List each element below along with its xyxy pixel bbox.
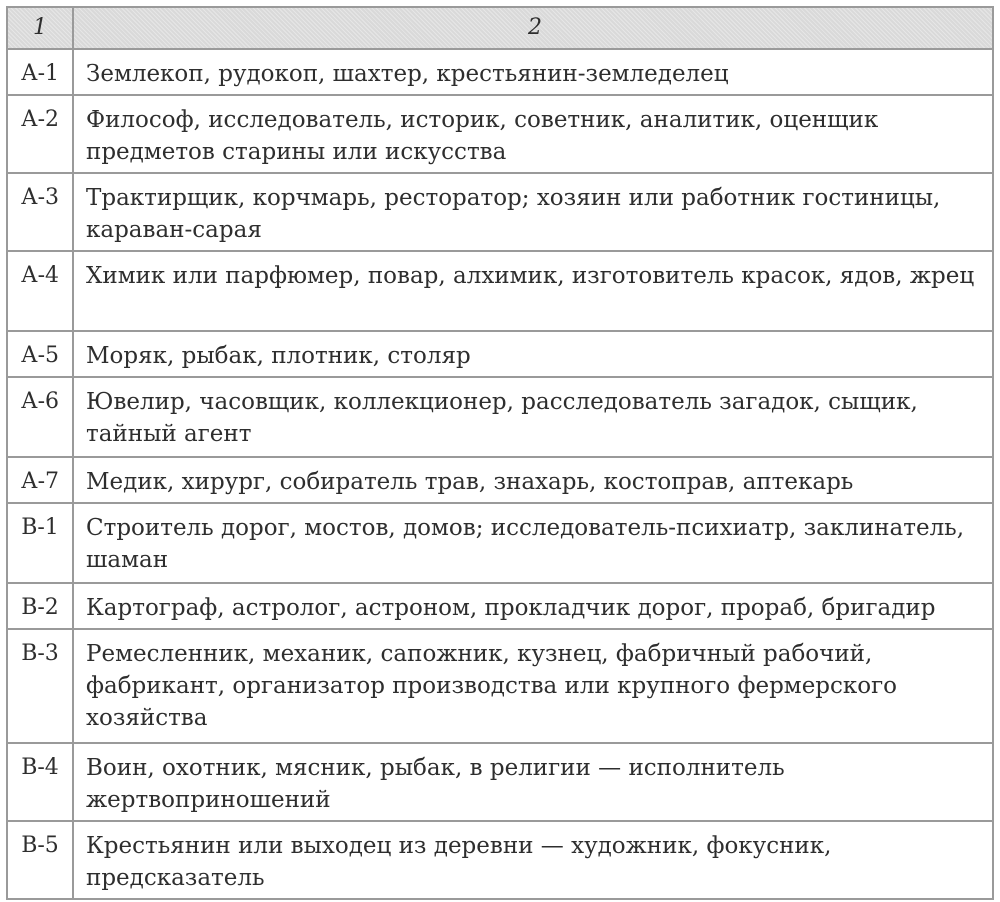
table-row xyxy=(8,252,992,332)
table-row xyxy=(8,504,992,584)
row-code: А-4 xyxy=(8,252,74,330)
header-col-1: 1 xyxy=(8,8,74,48)
table-row xyxy=(8,96,992,174)
row-code: В-3 xyxy=(8,630,74,742)
row-text: Землекоп, рудокоп, шахтер, крестьянин-земледелец xyxy=(86,61,729,87)
row-code: А-7 xyxy=(8,458,74,502)
row-code: В-4 xyxy=(8,744,74,820)
row-text: Моряк, рыбак, плотник, столяр xyxy=(86,343,471,369)
row-code: А-5 xyxy=(8,332,74,376)
row-text: Ремесленник, механик, сапожник, кузнец, фабричный рабочий, фабрикант, организатор производства или крупного фермерского хозяйства xyxy=(86,641,898,731)
table-row xyxy=(8,630,992,744)
row-text: Медик, хирург, собиратель трав, знахарь, костоправ, аптекарь xyxy=(86,469,854,495)
row-text: Ювелир, часовщик, коллекционер, расследователь загадок, сыщик, тайный агент xyxy=(86,389,918,447)
table-row xyxy=(8,332,992,378)
row-text: Крестьянин или выходец из деревни — художник, фокусник, предсказатель xyxy=(86,833,832,891)
row-code: В-1 xyxy=(8,504,74,582)
row-code: А-6 xyxy=(8,378,74,456)
table-header-row xyxy=(8,8,992,50)
table-row xyxy=(8,822,992,900)
row-text: Химик или парфюмер, повар, алхимик, изготовитель красок, ядов, жрец xyxy=(86,263,975,289)
professions-table xyxy=(6,6,994,900)
row-code: А-3 xyxy=(8,174,74,250)
row-text: Строитель дорог, мостов, домов; исследователь-психиатр, заклинатель, шаман xyxy=(86,515,965,573)
row-text: Философ, исследователь, историк, советник, аналитик, оценщик предметов старины или искусства xyxy=(86,107,879,165)
table-row xyxy=(8,50,992,96)
row-text: Трактирщик, корчмарь, ресторатор; хозяин или работник гостиницы, караван-сарая xyxy=(86,185,941,243)
row-code: В-2 xyxy=(8,584,74,628)
row-code: А-2 xyxy=(8,96,74,172)
table-row xyxy=(8,378,992,458)
header-col-2: 2 xyxy=(528,15,542,40)
table-row xyxy=(8,744,992,822)
row-code: А-1 xyxy=(8,50,74,94)
row-text: Картограф, астролог, астроном, прокладчик дорог, прораб, бригадир xyxy=(86,595,936,621)
row-code: В-5 xyxy=(8,822,74,898)
table-row xyxy=(8,174,992,252)
table-row xyxy=(8,584,992,630)
table-row xyxy=(8,458,992,504)
row-text: Воин, охотник, мясник, рыбак, в религии — исполнитель жертвоприношений xyxy=(86,755,785,813)
